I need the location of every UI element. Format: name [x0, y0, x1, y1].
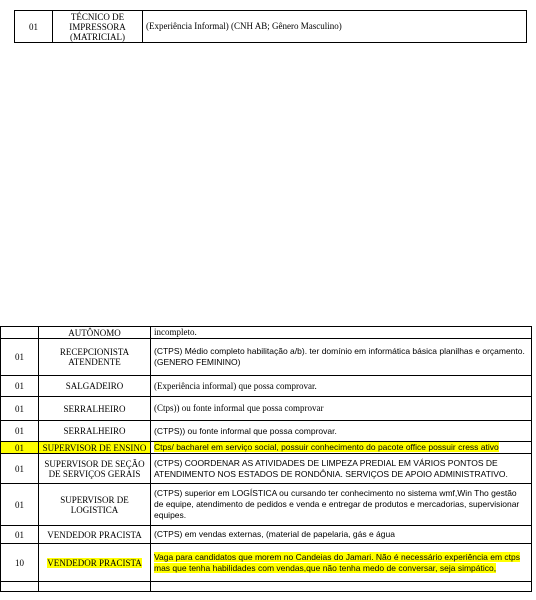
desc-cell: (CTPS)) ou fonte informal que possa comprovar. — [151, 421, 532, 442]
qty-cell: 01 — [1, 526, 39, 544]
desc-cell: (Experiência informal) que possa comprovar. — [151, 376, 532, 397]
desc-cell: (Ctps)) ou fonte informal que possa comprovar — [151, 397, 532, 421]
qty-cell: 01 — [1, 339, 39, 376]
role-cell: SERRALHEIRO — [39, 421, 151, 442]
qty-cell: 01 — [1, 421, 39, 442]
table-row — [1, 376, 532, 397]
table-row — [15, 11, 527, 43]
desc-cell: (CTPS) Médio completo habilitação a/b). ter domínio em informática básica planilhas e orçamento.(GENERO FEMININO) — [151, 339, 532, 376]
role-cell: RECEPCIONISTA ATENDENTE — [39, 339, 151, 376]
role-cell: AUTÔNOMO — [39, 327, 151, 339]
table-row — [1, 339, 532, 376]
role-cell: SUPERVISOR DE ENSINO — [39, 442, 151, 454]
desc-cell — [151, 442, 532, 454]
role-cell: SUPERVISOR DE SEÇÃO DE SERVIÇOS GERAIS — [39, 454, 151, 484]
table-row — [1, 484, 532, 526]
qty-cell: 01 — [1, 397, 39, 421]
role-cell: SUPERVISOR DE LOGISTICA — [39, 484, 151, 526]
desc-cell: incompleto. — [151, 327, 532, 339]
qty-cell: 01 — [1, 454, 39, 484]
role-cell: VENDEDOR PRACISTA — [39, 526, 151, 544]
job-table-main — [0, 326, 532, 592]
table-row — [1, 582, 532, 592]
highlighted-text: VENDEDOR PRACISTA — [47, 557, 142, 568]
qty-cell: 01 — [15, 11, 53, 43]
role-cell — [39, 544, 151, 582]
job-table-top — [14, 10, 527, 43]
table-row — [1, 421, 532, 442]
qty-cell: 01 — [1, 442, 39, 454]
highlighted-text: Ctps/ bacharel em serviço social, possuir conhecimento do pacote office possuir cress ativo — [154, 442, 499, 452]
table-row — [1, 327, 532, 339]
desc-cell — [151, 582, 532, 592]
qty-cell — [1, 327, 39, 339]
desc-cell: (CTPS) COORDENAR AS ATIVIDADES DE LIMPEZA PREDIAL EM VÁRIOS PONTOS DE ATENDIMENTO NOS ESTADOS DE RONDÔNIA. SERVIÇOS DE APOIO ADMINISTRATIVO. — [151, 454, 532, 484]
qty-cell: 01 — [1, 376, 39, 397]
desc-cell: (CTPS) em vendas externas, (material de papelaria, gás e água — [151, 526, 532, 544]
role-cell — [39, 582, 151, 592]
role-cell: TÉCNICO DE IMPRESSORA (MATRICIAL) — [53, 11, 143, 43]
desc-cell: (CTPS) superior em LOGÍSTICA ou cursando ter conhecimento no sistema wmf,Win Tho gestão de equipe, atendimento de pedidos e venda e entregar de produtos e mercadorias, supervisionar equipes. — [151, 484, 532, 526]
qty-cell — [1, 582, 39, 592]
table-row — [1, 397, 532, 421]
qty-cell: 01 — [1, 484, 39, 526]
table-row — [1, 454, 532, 484]
table-row — [1, 544, 532, 582]
qty-cell: 10 — [1, 544, 39, 582]
highlighted-text: Vaga para candidatos que morem no Candeias do Jamari. Não é necessário experiência em ctps mas que tenha habilidades com vendas,que não tenha medo de conversar, seja simpático, — [154, 551, 521, 573]
desc-cell — [151, 544, 532, 582]
desc-cell: (Experiência Informal) (CNH AB; Gênero Masculino) — [143, 11, 527, 43]
role-cell: SERRALHEIRO — [39, 397, 151, 421]
role-cell: SALGADEIRO — [39, 376, 151, 397]
table-row — [1, 526, 532, 544]
table-row — [1, 442, 532, 454]
